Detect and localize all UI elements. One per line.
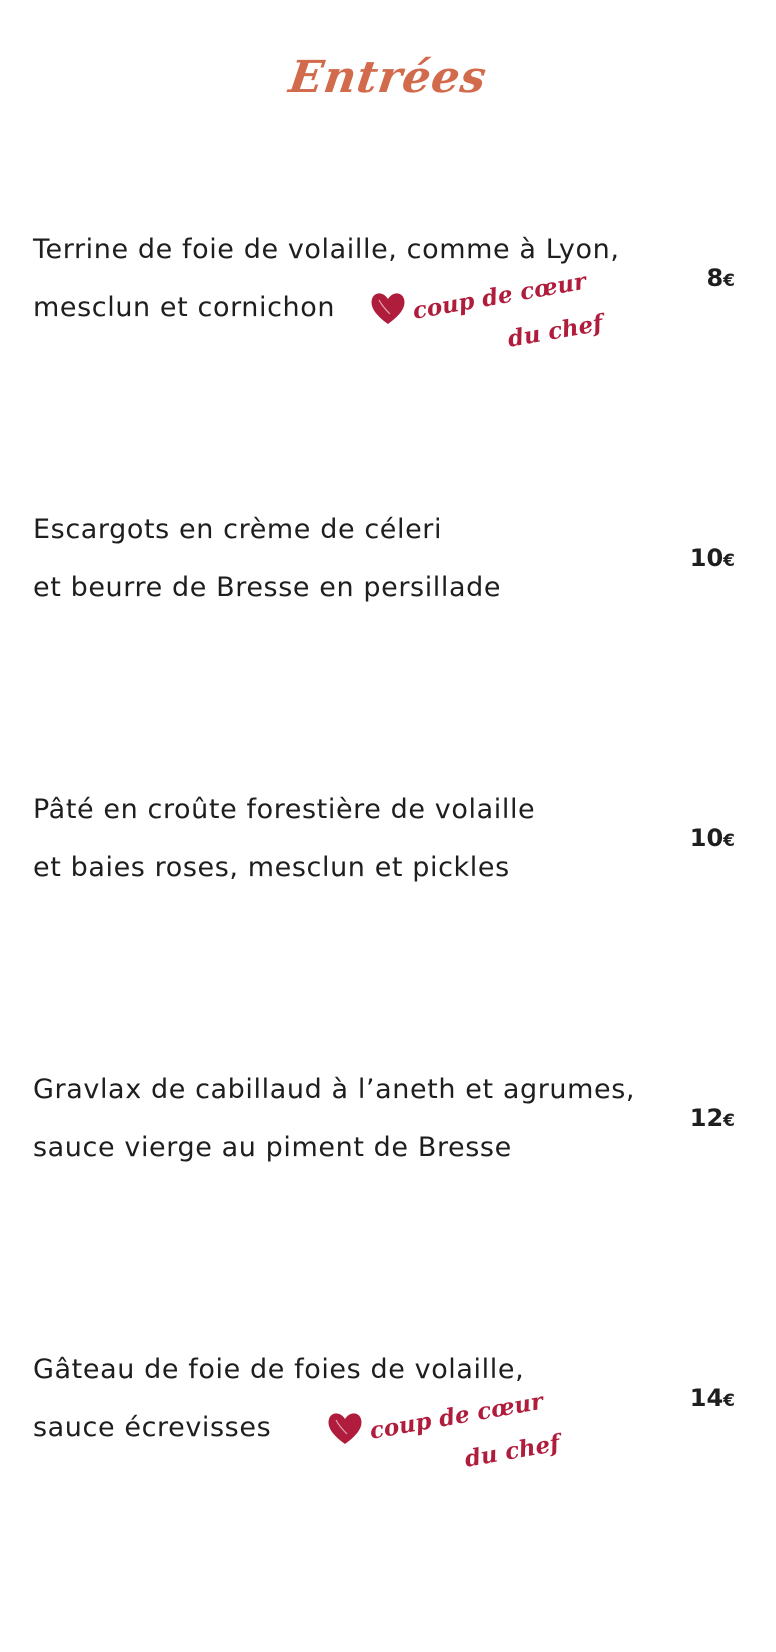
price-value: 10 (689, 544, 724, 572)
item-description-line2: et beurre de Bresse en persillade (33, 572, 502, 603)
heart-icon (325, 1408, 365, 1448)
item-description-line2: et baies roses, mesclun et pickles (33, 852, 510, 883)
currency-symbol: € (723, 1111, 735, 1131)
favorite-label-line1: coup de cœur (367, 1387, 546, 1445)
menu-item (33, 796, 743, 896)
item-price (690, 1106, 735, 1130)
item-description-line2: mesclun et cornichon (33, 292, 336, 323)
heart-icon (368, 288, 408, 328)
item-description-line1: Escargots en crème de céleri (33, 514, 443, 545)
currency-symbol: € (723, 551, 735, 571)
favorite-label-line2: du chef (505, 309, 605, 353)
price-value: 10 (689, 824, 724, 852)
item-price (706, 266, 735, 290)
price-value: 12 (689, 1104, 724, 1132)
currency-symbol: € (723, 831, 735, 851)
price-value: 14 (689, 1384, 724, 1412)
item-description-line2: sauce vierge au piment de Bresse (33, 1132, 512, 1163)
favorite-label-line2: du chef (462, 1429, 562, 1473)
menu-title: Entrées (286, 52, 490, 103)
price-value: 8 (706, 264, 724, 292)
chef-favorite-badge (325, 1387, 565, 1488)
currency-symbol: € (723, 1391, 735, 1411)
currency-symbol: € (723, 271, 735, 291)
item-description-line1: Gravlax de cabillaud à l’aneth et agrumes, (33, 1074, 636, 1105)
item-price (690, 826, 735, 850)
item-description-line2: sauce écrevisses (33, 1412, 272, 1443)
item-price (690, 546, 735, 570)
item-description-line1: Pâté en croûte forestière de volaille (33, 794, 536, 825)
menu-item (33, 1356, 743, 1486)
menu-item (33, 1076, 743, 1176)
menu-item (33, 236, 743, 356)
item-price (690, 1386, 735, 1410)
item-description-line1: Gâteau de foie de foies de volaille, (33, 1354, 525, 1385)
menu-item (33, 516, 743, 616)
favorite-label-line1: coup de cœur (410, 267, 589, 325)
item-description-line1: Terrine de foie de volaille, comme à Lyon, (33, 234, 620, 265)
chef-favorite-badge (368, 267, 608, 368)
